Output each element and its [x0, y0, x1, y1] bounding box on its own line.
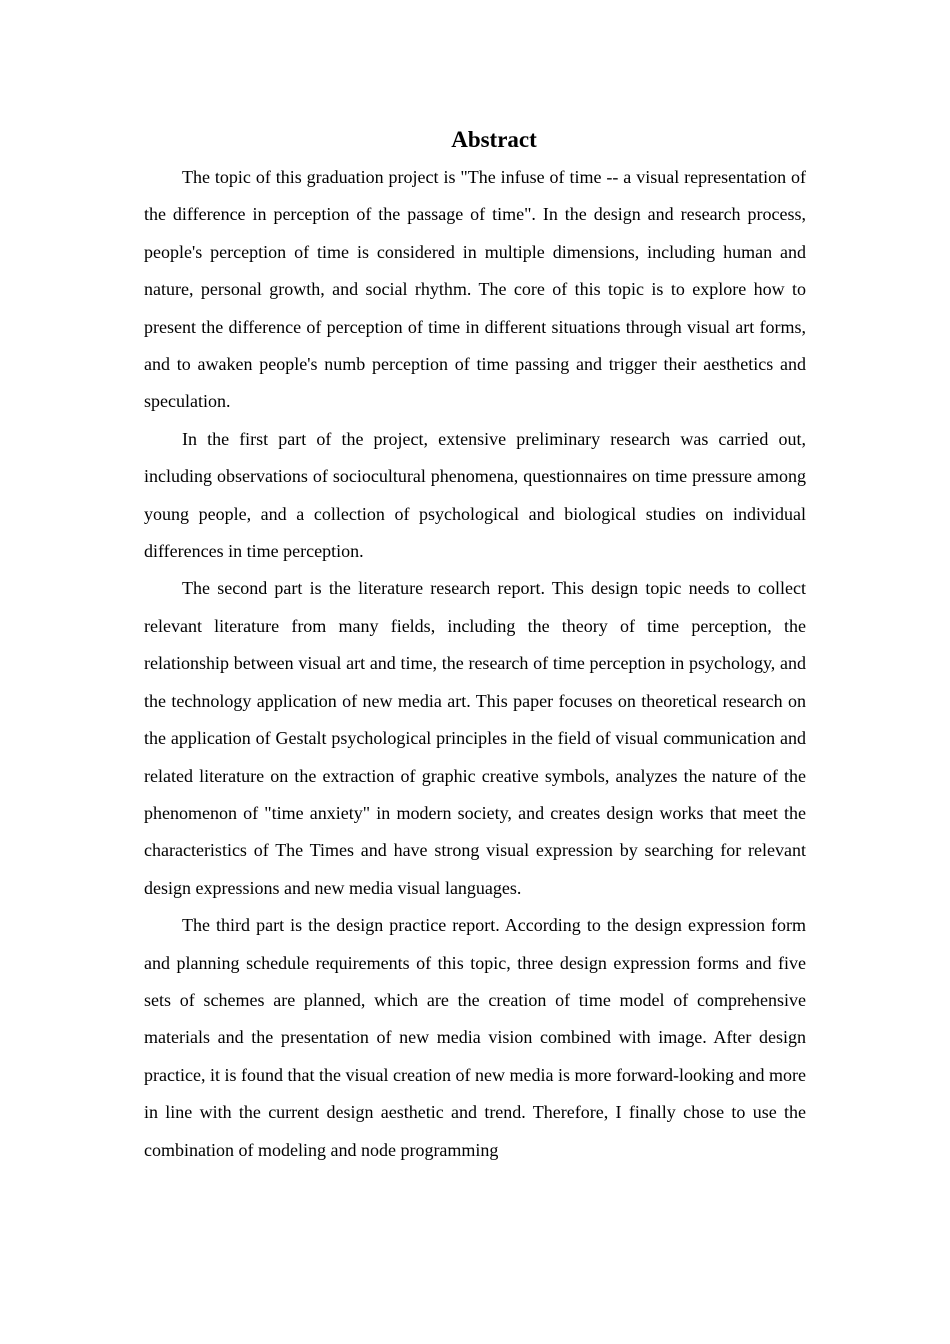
paragraph-4: The third part is the design practice report. According to the design expression form and planning schedule requirements of this topic, three design expression forms and five sets of schemes are planned, which are the creation of time model of comprehensive materials and the presentation of new media vision combined with image. After design practice, it is found that the visual creation of new media is more forward-looking and more in line with the current design aesthetic and trend. Therefore, I finally chose to use the combination of modeling and node programming: [144, 915, 806, 1160]
paragraph-2: In the first part of the project, extensive preliminary research was carried out, including observations of sociocultural phenomena, questionnaires on time pressure among young people, and a collection of psychological and biological studies on individual differences in time perception.: [144, 428, 806, 562]
abstract-body: [144, 159, 806, 1169]
paragraph-3: The second part is the literature research report. This design topic needs to collect relevant literature from many fields, including the theory of time perception, the relationship between visual art and time, the research of time perception in psychology, and the technology application of new media art. This paper focuses on theoretical research on the application of Gestalt psychological principles in the field of visual communication and related literature on the extraction of graphic creative symbols, analyzes the nature of the phenomenon of "time anxiety" in modern society, and creates design works that meet the characteristics of The Times and have strong visual expression by searching for relevant design expressions and new media visual languages.: [144, 578, 806, 898]
paragraph-1: The topic of this graduation project is "The infuse of time -- a visual representation of the difference in perception of the passage of time". In the design and research process, people's perception of time is considered in multiple dimensions, including human and nature, personal growth, and social rhythm. The core of this topic is to explore how to present the difference of perception of time in different situations through visual art forms, and to awaken people's numb perception of time passing and trigger their aesthetics and speculation.: [144, 167, 806, 412]
page-title: Abstract: [451, 127, 537, 152]
